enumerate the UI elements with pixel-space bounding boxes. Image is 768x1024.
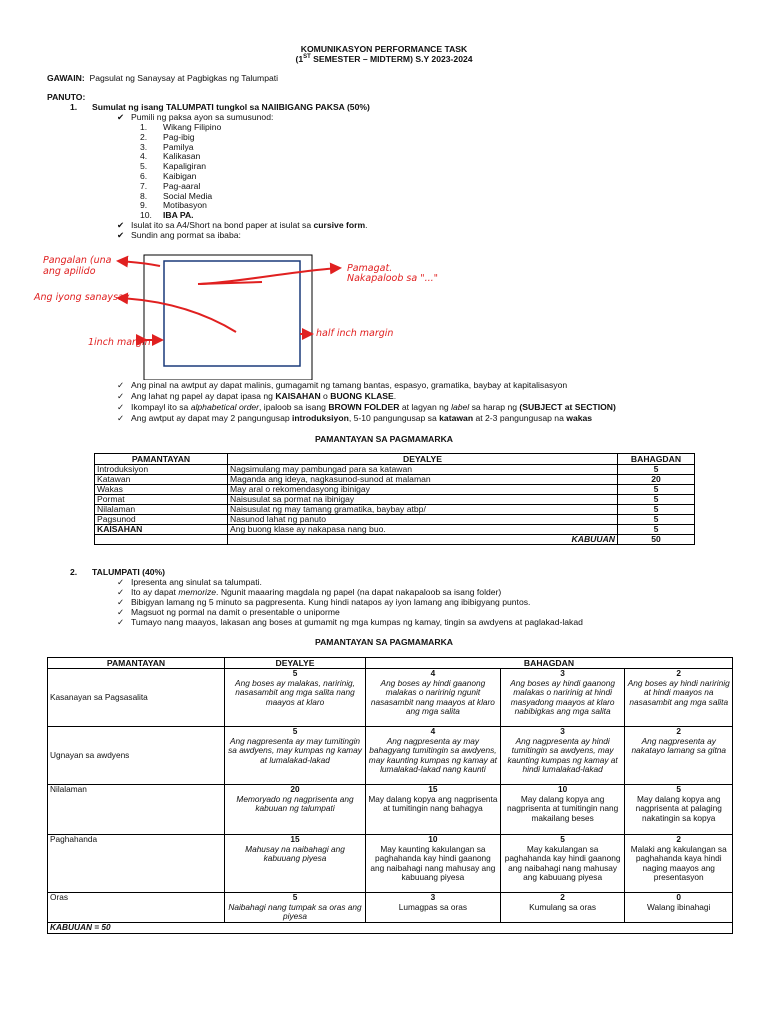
criteria-cell: Oras bbox=[48, 893, 225, 923]
topic-item: Motibasyon bbox=[163, 200, 207, 211]
score-text: Lumagpas sa oras bbox=[398, 901, 468, 912]
task2-bullet-2: ✓ Ito ay dapat memorize. Ngunit maaaring magdala ng papel (na dapat nakapaloob sa isang folder) bbox=[117, 587, 502, 597]
score-points: 5 bbox=[560, 834, 565, 845]
topic-number: 5. bbox=[140, 161, 148, 172]
criteria-cell: Katawan bbox=[95, 475, 228, 485]
criteria-cell: Paghahanda bbox=[48, 835, 225, 893]
score-points: 20 bbox=[290, 784, 300, 795]
empty-cell bbox=[95, 535, 228, 545]
score-points: 5 bbox=[676, 784, 682, 795]
score-cell bbox=[500, 785, 625, 835]
task1-number: 1. bbox=[70, 102, 78, 112]
score-points: 5 bbox=[292, 668, 298, 679]
table-row bbox=[95, 495, 695, 505]
topic-number: 9. bbox=[140, 200, 148, 211]
check-icon: ✓ bbox=[117, 380, 125, 390]
gawain-line: GAWAIN: Pagsulat ng Sanaysay at Pagbigkas ng Talumpati bbox=[47, 73, 279, 83]
check-icon: ✓ bbox=[117, 617, 125, 627]
annot-margin1: 1inch margin bbox=[88, 337, 151, 348]
document-subtitle: (1ST SEMESTER – MIDTERM) S.Y 2023-2024 bbox=[295, 54, 473, 64]
check-icon: ✓ bbox=[117, 587, 125, 597]
task2-heading: TALUMPATI (40%) bbox=[92, 567, 166, 577]
criteria-cell: Pagsunod bbox=[95, 515, 228, 525]
score-text: Ang nagpresenta ay may tumitingin sa awdyens, may kumpas ng kamay at lumalakad-lakad bbox=[228, 735, 362, 765]
topic-number: 10. bbox=[140, 210, 152, 221]
score-points: 3 bbox=[560, 668, 565, 679]
topic-item: Kaibigan bbox=[163, 171, 197, 181]
annot-essay: Ang iyong sanaysay bbox=[34, 292, 130, 303]
score-points: 10 bbox=[428, 834, 438, 845]
task1-choose: ✔ Pumili ng paksa ayon sa sumusunod: bbox=[117, 112, 274, 122]
task2-number: 2. bbox=[70, 567, 78, 577]
check-icon: ✓ bbox=[117, 413, 125, 423]
rubric2-header: PAMANTAYAN bbox=[48, 658, 225, 669]
topic-item: Pamilya bbox=[163, 141, 194, 152]
score-cell bbox=[625, 669, 733, 727]
topic-number: 4. bbox=[140, 151, 148, 162]
points-cell: 5 bbox=[618, 515, 695, 525]
topic-number: 6. bbox=[140, 171, 148, 181]
criteria-cell: Introduksiyon bbox=[95, 465, 228, 475]
annot-half-margin: half inch margin bbox=[316, 328, 394, 339]
topic-number: 8. bbox=[140, 190, 148, 201]
rubric2-header: DEYALYE bbox=[225, 658, 366, 669]
score-points: 4 bbox=[430, 726, 436, 737]
score-points: 3 bbox=[430, 892, 436, 903]
criteria-cell: Kasanayan sa Pagsasalita bbox=[48, 669, 225, 727]
topic-item: Kapaligiran bbox=[163, 161, 206, 172]
annot-title: Pamagat. bbox=[347, 263, 393, 274]
topic-item: Wikang Filipino bbox=[163, 122, 222, 132]
score-text: May dalang kopya ang nagprisenta at palaging nakatingin sa kopya bbox=[635, 793, 722, 823]
score-cell bbox=[366, 835, 501, 893]
score-cell bbox=[500, 835, 625, 893]
rubric2-header: BAHAGDAN bbox=[366, 658, 733, 669]
detail-cell: May aral o rekomendasyong ibinigay bbox=[228, 485, 618, 495]
topic-item: IBA PA. bbox=[163, 210, 194, 221]
check-icon: ✓ bbox=[117, 577, 125, 587]
points-cell: 5 bbox=[618, 495, 695, 505]
rubric1-header: DEYALYE bbox=[228, 454, 618, 465]
score-text: Naibahagi nang tumpak sa oras ang piyesa bbox=[228, 901, 362, 922]
rubric1-header: PAMANTAYAN bbox=[95, 454, 228, 465]
annot-title2: Nakapaloob sa "..." bbox=[347, 273, 439, 284]
score-points: 4 bbox=[430, 668, 436, 679]
check-icon: ✓ bbox=[117, 402, 125, 412]
score-points: 3 bbox=[560, 726, 565, 737]
score-cell bbox=[225, 727, 366, 785]
topic-number: 3. bbox=[140, 141, 148, 152]
rubric1-header: BAHAGDAN bbox=[618, 454, 695, 465]
score-cell bbox=[625, 727, 733, 785]
score-points: 5 bbox=[292, 726, 298, 737]
score-cell bbox=[366, 727, 501, 785]
task1-format: ✔ Sundin ang pormat sa ibaba: bbox=[117, 230, 241, 240]
criteria-cell: Wakas bbox=[95, 485, 228, 495]
rubric2-title: PAMANTAYAN SA PAGMAMARKA bbox=[315, 637, 453, 647]
score-cell bbox=[225, 669, 366, 727]
rubric2-table bbox=[47, 657, 733, 934]
topic-number: 2. bbox=[140, 131, 148, 142]
detail-cell: Nagsimulang may pambungad para sa katawan bbox=[228, 465, 618, 475]
score-cell bbox=[625, 835, 733, 893]
score-cell bbox=[366, 785, 501, 835]
score-points: 2 bbox=[676, 834, 682, 845]
total-row bbox=[95, 535, 695, 545]
table-row bbox=[48, 835, 733, 893]
score-text: Ang nagpresenta ay hindi tumitingin sa awdyens, may kaunting kumpas ng kamay at hindi lumalakad-lakad bbox=[507, 735, 618, 775]
criteria-cell: Ugnayan sa awdyens bbox=[48, 727, 225, 785]
task2-bullet-1: ✓ Ipresenta ang sinulat sa talumpati. bbox=[117, 577, 262, 587]
rubric1-table bbox=[94, 453, 695, 545]
score-points: 5 bbox=[292, 892, 298, 903]
score-text: Mahusay na naibahagi ang kabuuang piyesa bbox=[245, 843, 345, 864]
total-value: 50 bbox=[618, 535, 695, 545]
score-cell bbox=[625, 785, 733, 835]
score-text: Ang nagpresenta ay nakatayo lamang sa gitna bbox=[631, 735, 726, 756]
score-points: 0 bbox=[676, 892, 682, 903]
score-cell bbox=[225, 893, 366, 923]
score-text: Memoryado ng nagprisenta ang kabuuan ng talumpati bbox=[236, 793, 354, 814]
topic-number: 1. bbox=[140, 122, 148, 132]
score-cell bbox=[500, 893, 625, 923]
points-cell: 5 bbox=[618, 505, 695, 515]
score-points: 2 bbox=[560, 892, 565, 903]
score-text: Ang boses ay malakas, naririnig, nasasambit ang mga salita nang maayos at klaro bbox=[235, 677, 355, 707]
score-points: 2 bbox=[676, 726, 682, 737]
table-row bbox=[95, 505, 695, 515]
topic-item: Pag-ibig bbox=[163, 131, 195, 142]
table-row bbox=[95, 525, 695, 535]
margin-box bbox=[164, 261, 300, 366]
table-row bbox=[95, 485, 695, 495]
total-label: KABUUAN bbox=[228, 535, 618, 545]
points-cell: 20 bbox=[618, 475, 695, 485]
task1-bullet-1: ✓ Ang pinal na awtput ay dapat malinis, gumagamit ng tamang bantas, espasyo, gramatika, baybay at kapitalisasyon bbox=[117, 380, 568, 390]
check-icon: ✓ bbox=[117, 597, 125, 607]
score-cell bbox=[225, 835, 366, 893]
detail-cell: Maganda ang ideya, nagkasunod-sunod at malaman bbox=[228, 475, 618, 485]
points-cell: 5 bbox=[618, 485, 695, 495]
score-text: Ang boses ay hindi naririnig at hindi maayos na nasasambit ang mga salita bbox=[627, 677, 730, 707]
task1-bullet-2: ✓ Ang lahat ng papel ay dapat ipasa ng KAISAHAN o BUONG KLASE. bbox=[117, 391, 397, 401]
criteria-cell: KAISAHAN bbox=[95, 525, 228, 535]
topic-number: 7. bbox=[140, 180, 148, 191]
table-row bbox=[95, 475, 695, 485]
score-cell bbox=[366, 669, 501, 727]
table-row bbox=[95, 515, 695, 525]
check-icon: ✓ bbox=[117, 607, 125, 617]
check-icon: ✔ bbox=[117, 220, 125, 230]
score-points: 15 bbox=[290, 834, 300, 845]
score-text: Ang boses ay hindi gaanong malakas o naririnig at hindi masyadong maayos at klaro nabibigkas ang mga salita bbox=[510, 677, 615, 717]
score-text: Ang boses ay hindi gaanong malakas o naririnig ngunit nasasambit nang maayos at klaro ang mga salita bbox=[370, 677, 495, 717]
score-text: Walang ibinahagi bbox=[647, 901, 711, 912]
score-cell bbox=[500, 669, 625, 727]
table-row bbox=[48, 785, 733, 835]
document-title: KOMUNIKASYON PERFORMANCE TASK bbox=[300, 44, 468, 54]
detail-cell: Ang buong klase ay nakapasa nang buo. bbox=[228, 525, 618, 535]
task2-bullet-5: ✓ Tumayo nang maayos, lakasan ang boses at gumamit ng mga kumpas ng kamay, tingin sa awdyens at paglakad-lakad bbox=[117, 617, 583, 627]
detail-cell: Naisusulat sa pormat na ibinigay bbox=[228, 495, 618, 505]
criteria-cell: Nilalaman bbox=[95, 505, 228, 515]
score-text: Ang nagpresenta ay may bahagyang tumitingin sa awdyens, may kaunting kumpas ng kamay at lumalakad-lakad nang kaunti bbox=[368, 735, 497, 775]
score-cell bbox=[500, 727, 625, 785]
criteria-cell: Pormat bbox=[95, 495, 228, 505]
detail-cell: Nasunod lahat ng panuto bbox=[228, 515, 618, 525]
table-row bbox=[95, 465, 695, 475]
detail-cell: Naisusulat ng may tamang gramatika, baybay atbp/ bbox=[228, 505, 618, 515]
points-cell: 5 bbox=[618, 525, 695, 535]
score-text: May kaunting kakulangan sa paghahanda kay hindi gaanong ang naibahagi nang mahusay ang kabuuang piyesa bbox=[370, 843, 496, 883]
rubric1-title: PAMANTAYAN SA PAGMAMARKA bbox=[315, 434, 453, 444]
task2-bullet-3: ✓ Bibigyan lamang ng 5 minuto sa pagpresenta. Kung hindi natapos ay iyon lamang ang ibibigyang puntos. bbox=[117, 597, 531, 607]
score-cell bbox=[625, 893, 733, 923]
score-text: Malaki ang kakulangan sa paghahanda kaya hindi naging maayos ang presentasyon bbox=[630, 843, 727, 883]
task2-bullet-4: ✓ Magsuot ng pormal na damit o presentable o uniporme bbox=[117, 607, 340, 617]
score-points: 15 bbox=[428, 784, 438, 795]
table-row bbox=[48, 727, 733, 785]
task1-write: ✔ Isulat ito sa A4/Short na bond paper at isulat sa cursive form. bbox=[117, 220, 368, 230]
table-row bbox=[48, 669, 733, 727]
task1-bullet-3: ✓ Ikompayl ito sa alphabetical order, ipaloob sa isang BROWN FOLDER at lagyan ng label sa harap ng (SUBJECT at SECTION) bbox=[117, 402, 616, 412]
score-cell bbox=[225, 785, 366, 835]
topic-item: Pag-aaral bbox=[163, 180, 201, 191]
panuto-label: PANUTO: bbox=[47, 92, 86, 102]
topic-item: Social Media bbox=[163, 190, 213, 201]
points-cell: 5 bbox=[618, 465, 695, 475]
check-icon: ✓ bbox=[117, 391, 125, 401]
annot-name: Pangalan (una ang apilido bbox=[43, 255, 112, 277]
score-text: Kumulang sa oras bbox=[529, 901, 597, 912]
score-text: May dalang kopya ang nagprisenta at tumitingin nang bahagya bbox=[368, 793, 498, 814]
table-row bbox=[48, 893, 733, 923]
score-points: 10 bbox=[558, 784, 568, 795]
topic-item: Kalikasan bbox=[163, 151, 201, 162]
check-icon: ✔ bbox=[117, 112, 125, 122]
score-points: 2 bbox=[676, 668, 682, 679]
check-icon: ✔ bbox=[117, 230, 125, 240]
score-cell bbox=[366, 893, 501, 923]
score-text: May dalang kopya ang nagprisenta at tumitingin nang makailang beses bbox=[507, 793, 619, 823]
criteria-cell: Nilalaman bbox=[48, 785, 225, 835]
score-text: May kakulangan sa paghahanda kay hindi gaanong ang naibahagi nang mahusay ang kabuuang piyesa bbox=[504, 843, 621, 883]
task1-bullet-4: ✓ Ang awtput ay dapat may 2 pangungusap introduksiyon, 5-10 pangungusap sa katawan at 2-3 pangungusap na wakas bbox=[117, 413, 593, 423]
task1-heading: Sumulat ng isang TALUMPATI tungkol sa NAIIBIGANG PAKSA (50%) bbox=[92, 102, 370, 112]
total-row bbox=[48, 923, 733, 934]
total-label: KABUUAN = 50 bbox=[48, 923, 733, 934]
